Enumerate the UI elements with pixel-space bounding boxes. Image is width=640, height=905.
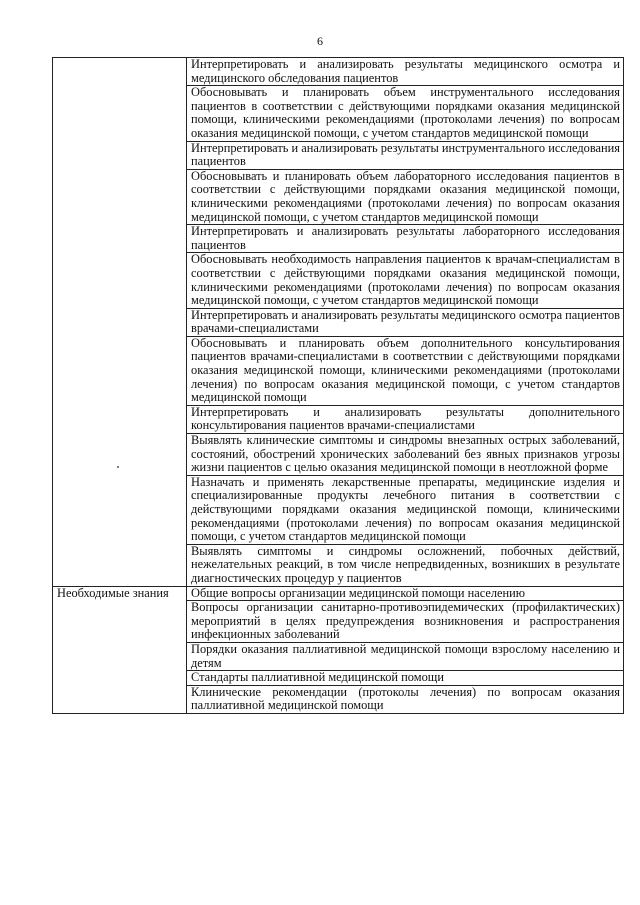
- page-number: 6: [317, 34, 323, 48]
- scan-speck: [117, 466, 119, 468]
- table-row: [53, 586, 624, 601]
- skill-cell: Обосновывать и планировать объем дополнительного консультирования пациентов врачами-специалистами в соответствии с действующими порядками оказания медицинской помощи, клиническими рекомендациями (протоколами лечения) по вопросам оказания медицинской помощи, с учетом стандартов медицинской помощи: [187, 336, 624, 405]
- skill-cell: Назначать и применять лекарственные препараты, медицинские изделия и специализированные продукты лечебного питания в соответствии с действующими порядками оказания медицинской помощи, клиническими рекомендациями (протоколами лечения) по вопросам оказания медицинской помощи, с учетом стандартов медицинской помощи: [187, 475, 624, 544]
- competency-table: [52, 57, 624, 714]
- skill-cell: Интерпретировать и анализировать результаты медицинского осмотра пациентов врачами-специалистами: [187, 308, 624, 336]
- skill-cell: Выявлять клинические симптомы и синдромы внезапных острых заболеваний, состояний, обострений хронических заболеваний без явных признаков угрозы жизни пациентов с целью оказания медицинской помощи в неотложной форме: [187, 434, 624, 476]
- skill-cell: Интерпретировать и анализировать результаты медицинского осмотра и медицинского обследования пациентов: [187, 58, 624, 86]
- skill-cell: Интерпретировать и анализировать результаты дополнительного консультирования пациентов врачами-специалистами: [187, 405, 624, 433]
- knowledge-cell: Стандарты паллиативной медицинской помощи: [187, 671, 624, 686]
- skill-cell: Обосновывать и планировать объем лабораторного исследования пациентов в соответствии с действующими порядками оказания медицинской помощи, клиническими рекомендациями (протоколами лечения) по вопросам оказания медицинской помощи, с учетом стандартов медицинской помощи: [187, 169, 624, 224]
- table-row: [53, 58, 624, 86]
- knowledge-cell: Общие вопросы организации медицинской помощи населению: [187, 586, 624, 601]
- knowledge-cell: Порядки оказания паллиативной медицинской помощи взрослому населению и детям: [187, 642, 624, 670]
- skill-cell: Интерпретировать и анализировать результаты лабораторного исследования пациентов: [187, 225, 624, 253]
- skill-cell: Обосновывать необходимость направления пациентов к врачам-специалистам в соответствии с действующими порядками оказания медицинской помощи, клиническими рекомендациями (протоколами лечения) по вопросам оказания медицинской помощи, с учетом стандартов медицинской помощи: [187, 253, 624, 308]
- knowledge-cell: Вопросы организации санитарно-противоэпидемических (профилактических) мероприятий в целях предупреждения возникновения и распространения инфекционных заболеваний: [187, 601, 624, 643]
- skill-cell: Выявлять симптомы и синдромы осложнений, побочных действий, нежелательных реакций, в том числе непредвиденных, возникших в результате диагностических процедур у пациентов: [187, 544, 624, 586]
- skill-cell: Обосновывать и планировать объем инструментального исследования пациентов в соответствии с действующими порядками оказания медицинской помощи, клиническими рекомендациями (протоколами лечения) по вопросам оказания медицинской помощи, с учетом стандартов медицинской помощи: [187, 86, 624, 141]
- skill-cell: Интерпретировать и анализировать результаты инструментального исследования пациентов: [187, 141, 624, 169]
- knowledge-cell: Клинические рекомендации (протоколы лечения) по вопросам оказания паллиативной медицинской помощи: [187, 685, 624, 713]
- knowledge-label: Необходимые знания: [53, 586, 187, 713]
- skills-label-cell: [53, 58, 187, 587]
